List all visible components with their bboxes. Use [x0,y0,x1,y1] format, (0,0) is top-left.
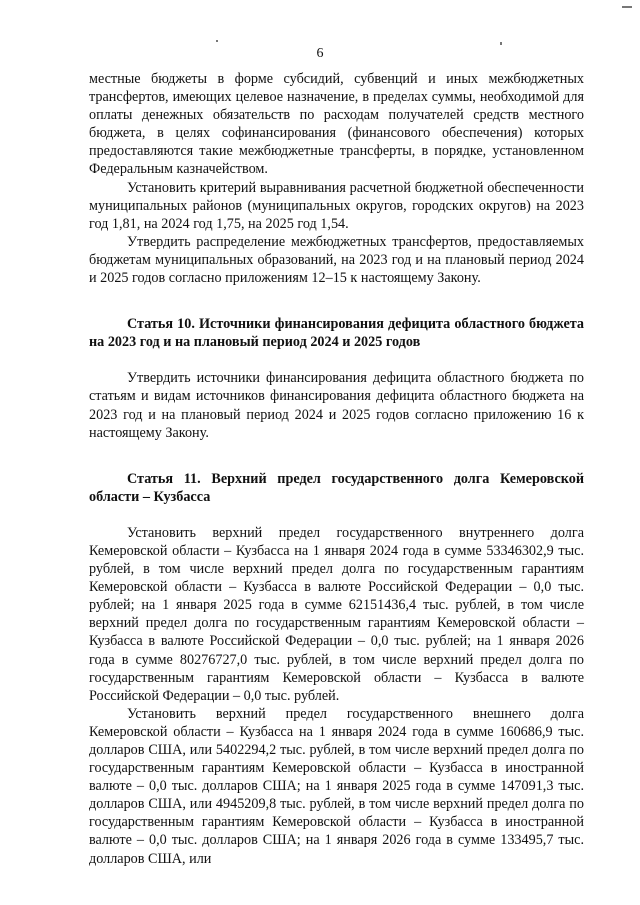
paragraph-transfers-continuation: местные бюджеты в форме субсидий, субвенций и иных межбюджетных трансфертов, имеющих целевое назначение, в пределах суммы, необходимой для оплаты денежных обязательств по расходам получателей средств местного бюджета, в целях софинансирования (финансового обеспечения) которых предоставляются такие межбюджетные трансферты, в порядке, установленном Федеральным казначейством. [89,71,584,178]
paragraph-transfers-distribution: Утвердить распределение межбюджетных трансфертов, предоставляемых бюджетам муниципальных образований, на 2023 год и на плановый период 2024 и 2025 годов согласно приложениям 12–15 к настоящему Закону. [89,233,584,287]
article-10-heading: Статья 10. Источники финансирования дефицита областного бюджета на 2023 год и на плановый период 2024 и 2025 годов [89,316,584,351]
paragraph-internal-debt-limit: Установить верхний предел государственного внутреннего долга Кемеровской области – Кузбасса на 1 января 2024 года в сумме 53346302,9 тыс. рублей, в том числе верхний предел долга по государственным гарантиям Кемеровской области – Кузбасса в валюте Российской Федерации – 0,0 тыс. рублей; на 1 января 2025 года в сумме 62151436,4 тыс. рублей, в том числе верхний предел долга по государственным гарантиям Кемеровской области – Кузбасса в валюте Российской Федерации – 0,0 тыс. рублей; на 1 января 2026 года в сумме 80276727,0 тыс. рублей, в том числе верхний предел долга по государственным гарантиям Кемеровской области – Кузбасса в валюте Российской Федерации – 0,0 тыс. рублей. [89,524,584,704]
paragraph-deficit-sources: Утвердить источники финансирования дефицита областного бюджета по статьям и видам источников финансирования дефицита областного бюджета на 2023 год и на плановый период 2024 и 2025 годов согласно приложению 16 к настоящему Закону. [89,370,584,441]
document-body [89,70,584,868]
page-number: 6 [316,46,324,61]
article-11-heading: Статья 11. Верхний предел государственного долга Кемеровской области – Кузбасса [89,470,584,505]
paragraph-equalization-criterion: Установить критерий выравнивания расчетной бюджетной обеспеченности муниципальных районов (муниципальных округов, городских округов) на 2023 год 1,81, на 2024 год 1,75, на 2025 год 1,54. [89,179,584,232]
scan-speck [216,40,218,42]
paragraph-external-debt-limit: Установить верхний предел государственного внешнего долга Кемеровской области – Кузбасса на 1 января 2024 года в сумме 160686,9 тыс. долларов США, или 5402294,2 тыс. рублей, в том числе верхний предел долга по государственным гарантиям Кемеровской области – Кузбасса в иностранной валюте – 0,0 тыс. долларов США; на 1 января 2025 года в сумме 147091,3 тыс. долларов США, или 4945209,8 тыс. рублей, в том числе верхний предел долга по государственным гарантиям Кемеровской области – Кузбасса в иностранной валюте – 0,0 тыс. долларов США; на 1 января 2026 года в сумме 133495,7 тыс. долларов США, или [89,705,584,867]
scan-speck [500,42,502,45]
scan-speck [622,6,632,8]
